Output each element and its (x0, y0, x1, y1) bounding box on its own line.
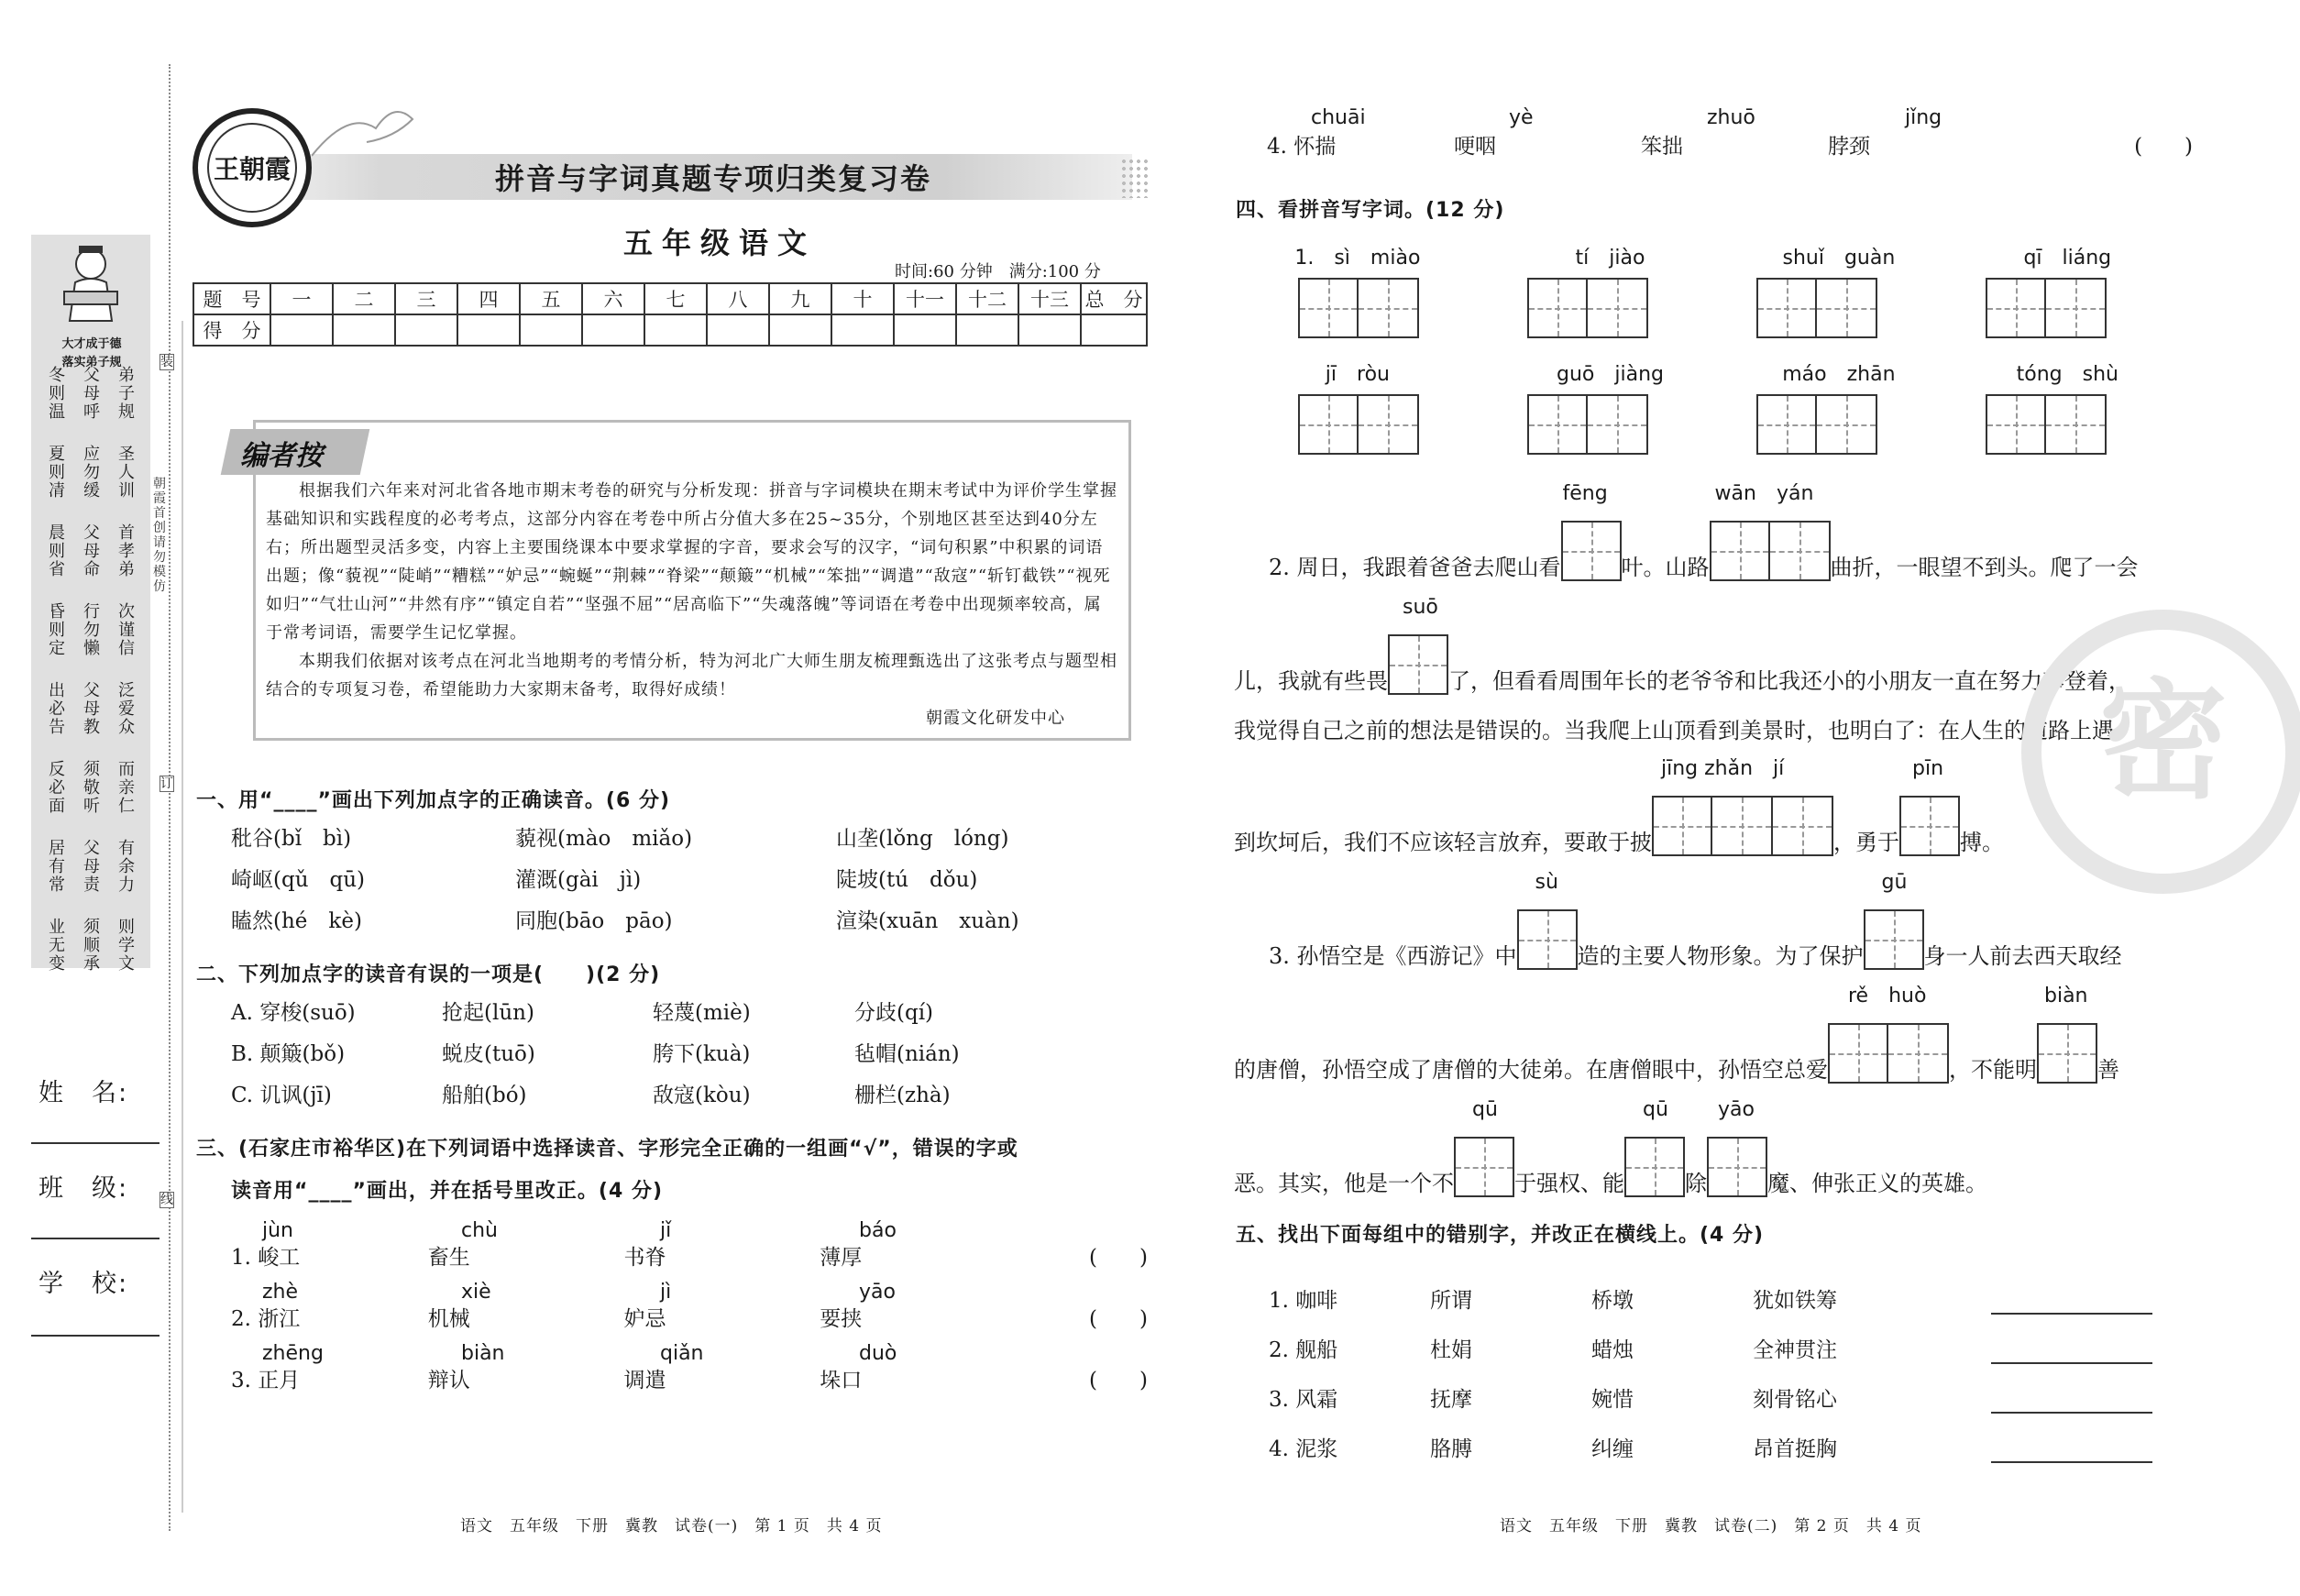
q5-word: 纠缠 (1591, 1437, 1634, 1461)
write-box-qu-1[interactable] (1454, 1137, 1514, 1197)
rule-column: 应勿缓 (83, 445, 100, 501)
motto-line-1: 大才成于德 (61, 337, 122, 351)
q3-pinyin: xiè (461, 1281, 491, 1304)
q4-pinyin: shuǐ guàn (1782, 247, 1896, 270)
editor-paragraph-2-text: 本期我们依据对该考点在河北当地期考的考情分析，特为河北广大师生朋友梳理甄选出了这张考点与题型相结合的专项复习卷，希望能助力大家期末备考，取得好成绩！ (266, 652, 1117, 699)
score-input-cell[interactable] (831, 314, 894, 346)
sidebar-figure-icon (59, 240, 123, 323)
score-input-row (193, 314, 1147, 346)
q3-pinyin: yāo (859, 1281, 896, 1304)
score-header-cell: 十一 (894, 283, 956, 314)
rule-column: 而亲仁 (118, 760, 135, 816)
q3-pinyin: báo (859, 1219, 897, 1242)
q4-box-pair (1723, 278, 1953, 338)
class-line[interactable] (31, 1238, 160, 1239)
rule-column: 父母责 (83, 839, 100, 895)
q2-option: 胯下(kuà) (653, 1042, 751, 1066)
score-header-cell: 六 (582, 283, 644, 314)
name-line[interactable] (31, 1142, 160, 1144)
q4-pinyin-row (1265, 358, 2182, 387)
q3-pinyin: duò (859, 1342, 897, 1365)
q3-word: 妒忌 (623, 1307, 666, 1331)
q3-word-row (231, 1305, 1148, 1333)
rule-group (48, 367, 136, 422)
rule-column: 首孝弟 (118, 523, 135, 579)
q1-item: 灌溉(gài jì) (515, 868, 642, 892)
school-label: 学 校: (39, 1270, 129, 1298)
write-box-wan[interactable] (1710, 521, 1770, 581)
q5-word: 杜娟 (1430, 1338, 1472, 1362)
q3-word: 调遣 (623, 1369, 666, 1392)
q4-heading: 四、看拼音写字词。(12 分) (1236, 199, 1505, 222)
q4-pinyin: jī ròu (1325, 363, 1390, 386)
q3-pinyin: yè (1509, 106, 1534, 129)
q5-answer-line[interactable] (1991, 1390, 2152, 1414)
pinyin-bian: biàn (2044, 985, 2088, 1007)
score-input-cell[interactable] (270, 314, 333, 346)
q4-p2-line2 (1234, 596, 2130, 695)
write-box[interactable] (2046, 394, 2107, 455)
pinyin-qu-2: qū (1643, 1098, 1668, 1121)
q4-p2-text-6: 到坎坷后，我们不应该轻言放弃，要敢于披 (1234, 830, 1652, 855)
q3-word: 1. 峻工 (231, 1246, 301, 1270)
q4-p2-line1 (1269, 482, 2139, 581)
q1-item: 秕谷(bǐ bì) (231, 827, 352, 851)
q5-word: 全神贯注 (1753, 1338, 1837, 1362)
q4-p3-line3 (1234, 1098, 1987, 1197)
q1-item: 陡坡(tú dǒu) (836, 868, 978, 892)
rule-column: 出必告 (49, 681, 65, 737)
rule-group (48, 446, 136, 501)
write-box[interactable] (1817, 394, 1877, 455)
q3-word: 2. 浙江 (231, 1307, 301, 1331)
q5-answer-line[interactable] (1991, 1340, 2152, 1364)
q4-p3-line1 (1269, 871, 2122, 970)
write-box[interactable] (1588, 394, 1648, 455)
write-box-zhan[interactable] (1712, 796, 1773, 856)
score-input-cell[interactable] (582, 314, 644, 346)
rule-column: 父母教 (83, 681, 100, 737)
write-box-re[interactable] (1828, 1023, 1888, 1084)
q2-option: 轻蔑(miè) (653, 1001, 751, 1025)
score-header-cell: 十 (831, 283, 894, 314)
q4-p3-line2 (1234, 985, 2119, 1084)
q4-p2-line4 (1234, 757, 2004, 856)
name-label: 姓 名: (39, 1079, 129, 1107)
q2-option: 蜕皮(tuō) (442, 1042, 535, 1066)
q3-answer-paren[interactable]: ( ) (2134, 135, 2194, 159)
write-box-yan[interactable] (1770, 521, 1831, 581)
q4-box-pair (1494, 278, 1723, 338)
footer-right: 语文 五年级 下册 冀教 试卷(二) 第 2 页 共 4 页 (1500, 1517, 1922, 1535)
q4-pinyin: tóng shù (2016, 363, 2118, 386)
rule-column: 夏则凊 (49, 445, 65, 501)
editor-paragraph-2 (266, 647, 1118, 704)
school-line[interactable] (31, 1335, 160, 1337)
q5-word: 昂首挺胸 (1753, 1437, 1837, 1461)
q5-word: 刻骨铭心 (1753, 1388, 1837, 1412)
q5-row (1269, 1414, 2185, 1463)
rule-column: 则学文 (118, 918, 135, 974)
q3-pinyin: zhēng (262, 1342, 324, 1365)
title-decoration-dots (1120, 158, 1151, 198)
q5-row (1269, 1265, 2185, 1315)
write-box-feng[interactable] (1561, 521, 1622, 581)
q2-option: 船舶(bó) (442, 1084, 527, 1107)
q4-p3-text-5: ，不能明 (1949, 1057, 2037, 1083)
binding-dotted-line-2 (182, 321, 183, 1513)
score-header-cell: 三 (395, 283, 457, 314)
q2-option: 敌寇(kòu) (653, 1084, 751, 1107)
q1-heading: 一、用“____”画出下列加点字的正确读音。(6 分) (196, 789, 670, 812)
score-header-cell: 九 (769, 283, 831, 314)
q5-row (1269, 1364, 2185, 1414)
footer-left: 语文 五年级 下册 冀教 试卷(一) 第 1 页 共 4 页 (460, 1517, 883, 1535)
q3-pinyin: zhè (262, 1281, 299, 1304)
score-header-row (193, 283, 1147, 314)
q3-pinyin: chuāi (1311, 106, 1366, 129)
q4-pinyin: 1. sì miào (1294, 247, 1421, 270)
rule-column: 有余力 (118, 839, 135, 895)
score-header-cell: 七 (644, 283, 707, 314)
score-input-cell[interactable] (1081, 314, 1147, 346)
q2-option: A. 穿梭(suō) (231, 1001, 356, 1025)
q4-p3-text-10: 魔、伸张正义的英雄。 (1767, 1171, 1987, 1196)
binding-mark-3: 线 (160, 1193, 173, 1207)
q3-word-row (231, 1244, 1148, 1271)
rule-column: 父母呼 (83, 366, 100, 422)
write-box[interactable] (1359, 278, 1419, 338)
q3-word: 3. 正月 (231, 1369, 301, 1392)
logo-text: 王朝霞 (213, 154, 291, 184)
q4-box-row (1265, 278, 2182, 338)
rule-column: 冬则温 (49, 366, 65, 422)
q3-group (231, 1342, 1148, 1394)
pinyin-suo: suō (1403, 596, 1438, 619)
score-header-cell: 二 (333, 283, 395, 314)
q4-p3-text-6: 善 (2097, 1057, 2119, 1083)
pinyin-jingzhanji: jīng zhǎn jí (1661, 757, 1785, 780)
write-box[interactable] (1817, 278, 1877, 338)
q4-p2-text-2: 叶。山路 (1621, 555, 1710, 580)
q4-box-row (1265, 394, 2182, 455)
score-input-cell[interactable] (520, 314, 582, 346)
q1-item: 瞌然(hé kè) (231, 909, 362, 933)
write-box-su[interactable] (1517, 909, 1578, 970)
write-box[interactable] (1986, 394, 2046, 455)
q3-pinyin: jǐ (660, 1219, 672, 1242)
write-box[interactable] (1527, 394, 1588, 455)
pinyin-pin: pīn (1912, 757, 1944, 780)
pinyin-feng: fēng (1562, 482, 1608, 505)
q3-pinyin: chù (461, 1219, 498, 1242)
score-header-cell: 一 (270, 283, 333, 314)
q3-pinyin: jǐng (1905, 106, 1942, 129)
score-header-cell: 五 (520, 283, 582, 314)
q2-heading: 二、下列加点字的读音有误的一项是( )(2 分) (196, 963, 661, 986)
score-input-cell[interactable] (457, 314, 520, 346)
q4-p2-text-7: ，勇于 (1833, 830, 1899, 855)
score-header-cell: 十三 (1018, 283, 1081, 314)
q5-heading: 五、找出下面每组中的错别字，并改正在横线上。(4 分) (1236, 1224, 1765, 1247)
write-box[interactable] (1298, 394, 1359, 455)
q4-pinyin: guō jiàng (1557, 363, 1664, 386)
q2-option: 分歧(qí) (854, 1001, 934, 1025)
binding-dotted-line (169, 64, 171, 1531)
q2-option: 栅栏(zhà) (854, 1084, 951, 1107)
q1-items (231, 825, 1074, 935)
q5-word: 犹如铁筹 (1753, 1289, 1837, 1313)
write-box-gu[interactable] (1864, 909, 1924, 970)
q3-pinyin-row (231, 1342, 1148, 1365)
q1-item: 崎岖(qǔ qū) (231, 868, 366, 892)
q4-p2-text-8: 搏。 (1960, 830, 2004, 855)
rule-group (48, 524, 136, 579)
q4-box-pair (1265, 278, 1494, 338)
q4-p2-text-5: 了，但看看周围年长的老爷爷和比我还小的小朋友一直在努力攀登着， (1448, 668, 2130, 694)
q1-item: 山垄(lǒng lóng) (836, 827, 1009, 851)
q5-answer-line[interactable] (1991, 1439, 2152, 1463)
editor-paragraph-1 (266, 477, 1118, 647)
write-box[interactable] (1756, 394, 1817, 455)
q4-p3-text-4: 的唐僧，孙悟空成了唐僧的大徒弟。在唐僧眼中，孙悟空总爱 (1234, 1057, 1828, 1083)
q5-answer-line[interactable] (1991, 1291, 2152, 1315)
write-box-pin[interactable] (1899, 796, 1960, 856)
rule-column: 晨则省 (49, 523, 65, 579)
sidebar-rules (48, 367, 136, 997)
write-box-suo[interactable] (1388, 634, 1448, 695)
rule-column: 居有常 (49, 839, 65, 895)
page-title: 拼音与字词真题专项归类复习卷 (495, 161, 932, 196)
rule-group (48, 603, 136, 658)
q4-p3-text-1: 3. 孙悟空是《西游记》中 (1269, 943, 1517, 969)
q1-item: 藐视(mào miǎo) (515, 827, 693, 851)
q3-answer-paren[interactable]: ( ) (1089, 1246, 1148, 1270)
write-box-yao[interactable] (1707, 1137, 1767, 1197)
time-info: 时间:60 分钟 满分:100 分 (895, 262, 1101, 281)
rule-group (48, 761, 136, 816)
q4-box-pair (1265, 394, 1494, 455)
score-input-cell[interactable] (395, 314, 457, 346)
q5-rows (1269, 1265, 2185, 1463)
q4-box-pair (1723, 394, 1953, 455)
rule-column: 反必面 (49, 760, 65, 816)
q4-p3-text-8: 于强权、能 (1514, 1171, 1624, 1196)
write-box-jing[interactable] (1652, 796, 1712, 856)
q3-groups (231, 1219, 1148, 1403)
q3-word: 书脊 (623, 1246, 666, 1270)
rule-column: 须顺承 (83, 918, 100, 974)
watermark-stamp-icon (2021, 610, 2300, 894)
write-box[interactable] (1756, 278, 1817, 338)
q4-box-pair (1953, 394, 2182, 455)
q4-pinyin: tí jiào (1575, 247, 1645, 270)
score-header-cell: 八 (707, 283, 769, 314)
rule-group (48, 840, 136, 895)
binding-mark-2: 订 (160, 776, 173, 791)
score-input-cell[interactable] (707, 314, 769, 346)
q2-option: B. 颠簸(bǒ) (231, 1042, 346, 1066)
q3-pinyin: qiǎn (660, 1342, 704, 1365)
q5-word: 3. 风霜 (1269, 1388, 1338, 1412)
class-label: 班 级: (39, 1174, 129, 1203)
q3-heading-line-1: 三、(石家庄市裕华区)在下列词语中选择读音、字形完全正确的一组画“√”，错误的字或 (196, 1138, 1018, 1161)
q3-word: 脖颈 (1828, 135, 1871, 159)
rule-column: 行勿懒 (83, 602, 100, 658)
write-box-bian[interactable] (2037, 1023, 2097, 1084)
rule-group (48, 919, 136, 974)
q4-p2-text-3: 曲折，一眼望不到头。爬了一会 (1830, 555, 2139, 580)
q3-word: 辩认 (427, 1369, 470, 1392)
q3-answer-paren[interactable]: ( ) (1089, 1369, 1148, 1392)
editor-signature: 朝霞文化研发中心 (926, 709, 1065, 728)
rule-column: 泛爱众 (118, 681, 135, 737)
score-table (193, 282, 1148, 347)
q3-group (231, 1219, 1148, 1271)
q3-word: 4. 怀揣 (1267, 135, 1337, 159)
q4-grid (1265, 242, 2182, 475)
q3-answer-paren[interactable]: ( ) (1089, 1307, 1148, 1331)
write-box[interactable] (1588, 278, 1648, 338)
q3-word: 要挟 (820, 1307, 863, 1331)
write-box[interactable] (2046, 278, 2107, 338)
q5-word: 蜡烛 (1591, 1338, 1634, 1362)
q3-word-row (231, 1367, 1148, 1394)
score-header-cell: 十二 (956, 283, 1018, 314)
write-box-qu-2[interactable] (1624, 1137, 1685, 1197)
q4-box-pair (1494, 394, 1723, 455)
q5-word: 胳膊 (1430, 1437, 1472, 1461)
q3-word: 垛口 (820, 1369, 863, 1392)
q2-options (231, 999, 1056, 1109)
score-header-cell: 四 (457, 283, 520, 314)
q3-word: 哽咽 (1454, 135, 1497, 159)
editor-badge-label: 编者按 (240, 440, 323, 472)
write-box[interactable] (1359, 394, 1419, 455)
q4-pinyin: máo zhān (1782, 363, 1896, 386)
q3-pinyin: zhuō (1707, 106, 1755, 129)
pinyin-gu: gū (1881, 871, 1908, 894)
editor-paragraph-1-text: 根据我们六年来对河北省各地市期末考卷的研究与分析发现：拼音与字词模块在期末考试中为评价学生掌握基础知识和实践程度的必考考点，这部分内容在考卷中所占分值大多在25~35分，个别地区甚至达到40分左右；所出题型灵活多变，内容上主要围绕课本中要求掌握的字音，要求会写的汉字，“词句积累”中积累的词语出题；像“藐视”“陡峭”“糟糕”“妒忌”“蜿蜒”“荆棘”“脊梁”“颠簸”“机械”“笨拙”“调遣”“敌寇”“斩钉截铁”“视死如归”“气壮山河”“井然有序”“镇定自若”“坚强不屈”“居高临下”“失魂落魄”等词语在考卷中出现频率较高，属于常考词语，需要学生记忆掌握。 (266, 481, 1117, 643)
pinyin-su: sù (1535, 871, 1558, 894)
q3-pinyin: biàn (461, 1342, 505, 1365)
pinyin-wanyan: wān yán (1714, 482, 1814, 505)
q5-word: 婉惜 (1591, 1388, 1634, 1412)
q5-row (1269, 1315, 2185, 1364)
rule-column: 次谨信 (118, 602, 135, 658)
q3-word: 笨拙 (1641, 135, 1684, 159)
logo-ribbon-icon (312, 101, 422, 165)
score-label-cell: 得 分 (193, 314, 270, 346)
q4-p2-line3: 我觉得自己之前的想法是错误的。当我爬上山顶看到美景时，也明白了：在人生的道路上遇 (1234, 718, 2114, 743)
q3-pinyin-row (231, 1281, 1148, 1304)
q3-pinyin: jùn (262, 1219, 293, 1242)
q3-word: 机械 (427, 1307, 470, 1331)
write-box[interactable] (1527, 278, 1588, 338)
q4-p2-text-1: 2. 周日，我跟着爸爸去爬山看 (1269, 555, 1561, 580)
q3-pinyin-row (231, 1219, 1148, 1242)
score-header-cell: 总 分 (1081, 283, 1147, 314)
q4-p3-text-2: 造的主要人物形象。为了保护 (1577, 943, 1864, 969)
brand-logo (193, 108, 312, 227)
q5-word: 桥墩 (1591, 1289, 1634, 1313)
q4-pinyin: qī liáng (2023, 247, 2112, 270)
write-box[interactable] (1986, 278, 2046, 338)
q4-p3-text-9: 除 (1685, 1171, 1707, 1196)
pinyin-rehuo: rě huò (1848, 985, 1927, 1007)
score-input-cell[interactable] (333, 314, 395, 346)
q1-item: 同胞(bāo pāo) (515, 909, 673, 933)
q4-pinyin-row (1265, 242, 2182, 270)
rule-column: 业无变 (49, 918, 65, 974)
binding-note (152, 477, 179, 594)
q2-option: C. 讥讽(jī) (231, 1084, 332, 1107)
q5-word: 抚摩 (1430, 1388, 1472, 1412)
q3-pinyin: jì (660, 1281, 672, 1304)
q4-p3-text-3: 身一人前去西天取经 (1923, 943, 2122, 969)
q3-group (231, 1281, 1148, 1333)
rule-column: 昏则定 (49, 602, 65, 658)
q4-p2-text-4: 儿，我就有些畏 (1234, 668, 1388, 694)
rule-column: 圣人训 (118, 445, 135, 501)
q5-word: 2. 舰船 (1269, 1338, 1338, 1362)
binding-note-text: 朝霞首创 请勿模仿 (153, 477, 179, 594)
rule-column: 弟子规 (118, 366, 135, 422)
svg-text:密: 密 (2098, 666, 2228, 817)
score-input-cell[interactable] (956, 314, 1018, 346)
page-subtitle: 五年级语文 (623, 226, 817, 260)
q3-item-4 (1267, 106, 2193, 160)
write-box[interactable] (1298, 278, 1359, 338)
pinyin-yao: yāo (1718, 1098, 1755, 1121)
pinyin-qu-1: qū (1472, 1098, 1498, 1121)
q4-p3-text-7: 恶。其实，他是一个不 (1234, 1171, 1454, 1196)
score-input-cell[interactable] (1018, 314, 1081, 346)
motto-line-2: 落实弟子规 (61, 356, 122, 369)
write-box-ji[interactable] (1773, 796, 1833, 856)
rule-column: 须敬听 (83, 760, 100, 816)
write-box-huo[interactable] (1888, 1023, 1949, 1084)
score-input-cell[interactable] (769, 314, 831, 346)
score-label-cell: 题 号 (193, 283, 270, 314)
rule-column: 父母命 (83, 523, 100, 579)
q2-option: 毡帽(nián) (854, 1042, 960, 1066)
q5-word: 所谓 (1430, 1289, 1472, 1313)
q3-word: 畜生 (427, 1246, 470, 1270)
q5-word: 1. 咖啡 (1269, 1289, 1338, 1313)
score-input-cell[interactable] (644, 314, 707, 346)
q1-item: 渲染(xuān xuàn) (836, 909, 1019, 933)
q5-word: 4. 泥浆 (1269, 1437, 1338, 1461)
binding-mark-1: 装 (160, 355, 173, 369)
q3-heading-line-2: 读音用“____”画出，并在括号里改正。(4 分) (231, 1180, 663, 1203)
q2-option: 抢起(lūn) (442, 1001, 534, 1025)
q4-box-pair (1953, 278, 2182, 338)
q3-word: 薄厚 (820, 1246, 863, 1270)
rule-group (48, 682, 136, 737)
score-input-cell[interactable] (894, 314, 956, 346)
